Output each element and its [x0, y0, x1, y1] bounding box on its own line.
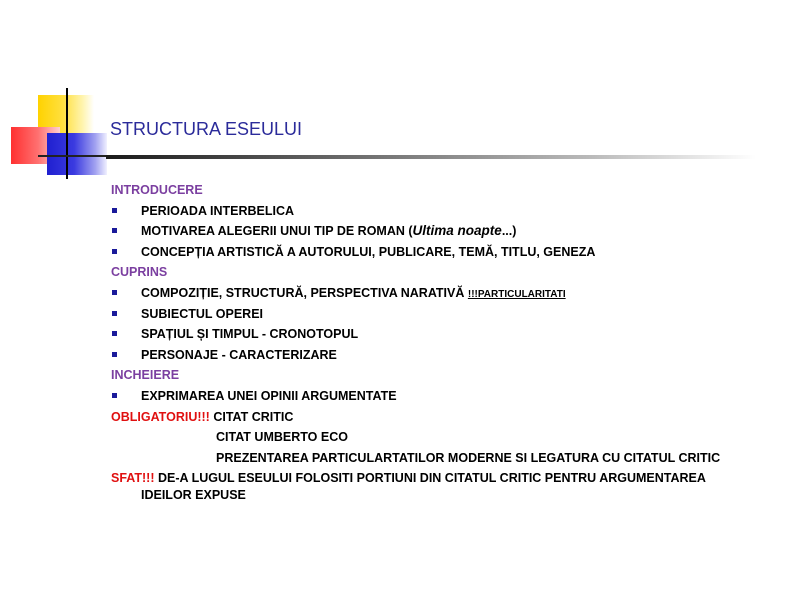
- list-item: [111, 386, 761, 407]
- section-heading-cuprins: CUPRINS: [111, 265, 168, 280]
- list-item: [111, 283, 761, 304]
- list-item-text: CONCEPȚIA ARTISTICĂ A AUTORULUI, PUBLICARE, TEMĂ, TITLU, GENEZA: [141, 244, 596, 259]
- list-item-text: EXPRIMAREA UNEI OPINII ARGUMENTATE: [141, 388, 397, 403]
- square-bullet-icon: [112, 249, 117, 254]
- slide-title: STRUCTURA ESEULUI: [110, 119, 303, 139]
- square-bullet-icon: [112, 208, 117, 213]
- square-bullet-icon: [112, 393, 117, 398]
- list-item: [111, 201, 761, 222]
- novel-title: Ultima noapte: [412, 223, 502, 239]
- list-item-text-suffix: ...): [501, 224, 517, 239]
- logo-horizontal-line: [38, 155, 108, 157]
- section-heading-introducere: INTRODUCERE: [111, 183, 203, 197]
- list-item-text: MOTIVAREA ALEGERII UNUI TIP DE ROMAN (: [141, 224, 413, 239]
- title-divider: [106, 155, 756, 159]
- list-item: [111, 242, 761, 263]
- list-item: [111, 345, 761, 366]
- slide-body: [111, 180, 761, 504]
- square-bullet-icon: [112, 228, 117, 233]
- square-bullet-icon: [112, 311, 117, 316]
- list-item-text: SUBIECTUL OPEREI: [141, 306, 264, 321]
- sfat-line: [111, 468, 761, 504]
- logo-vertical-line: [66, 88, 68, 179]
- obligatoriu-item: CITAT UMBERTO ECO: [216, 430, 348, 445]
- obligatoriu-line: [111, 407, 761, 428]
- obligatoriu-item: PREZENTAREA PARTICULARTATILOR MODERNE SI LEGATURA CU CITATUL CRITIC: [216, 450, 721, 465]
- square-bullet-icon: [112, 331, 117, 336]
- obligatoriu-item: CITAT CRITIC: [213, 409, 294, 424]
- obligatoriu-label: OBLIGATORIU!!!: [111, 409, 210, 424]
- sfat-text: DE-A LUGUL ESEULUI FOLOSITI PORTIUNI DIN CITATUL CRITIC PENTRU ARGUMENTAREA: [158, 471, 706, 486]
- particularitati-note: !!!PARTICULARITATI: [467, 288, 566, 300]
- logo-blue-square: [47, 133, 107, 175]
- list-item-text: PERIOADA INTERBELICA: [141, 203, 295, 218]
- list-item-text: PERSONAJE - CARACTERIZARE: [141, 347, 337, 362]
- list-item: [111, 304, 761, 325]
- list-item-text: COMPOZIȚIE, STRUCTURĂ, PERSPECTIVA NARATIVĂ: [141, 285, 465, 300]
- list-item: [111, 324, 761, 345]
- list-item-text: SPAȚIUL ȘI TIMPUL - CRONOTOPUL: [141, 327, 359, 342]
- sfat-text-continuation: IDEILOR EXPUSE: [141, 488, 246, 503]
- square-bullet-icon: [112, 290, 117, 295]
- sfat-label: SFAT!!!: [111, 471, 155, 486]
- square-bullet-icon: [112, 352, 117, 357]
- section-heading-incheiere: INCHEIERE: [111, 368, 180, 383]
- list-item: [111, 221, 761, 242]
